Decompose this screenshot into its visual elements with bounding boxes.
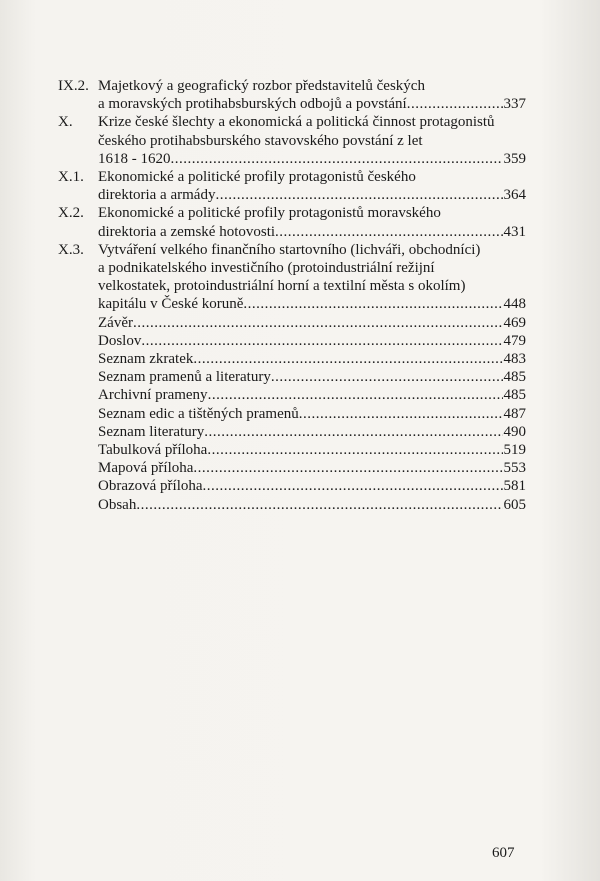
entry-page-number: 448 bbox=[503, 296, 526, 313]
entry-title: Doslov bbox=[98, 332, 142, 349]
section-number bbox=[58, 386, 98, 404]
dot-leader bbox=[193, 350, 502, 368]
entry-body bbox=[98, 77, 526, 113]
entry-title: Archivní prameny bbox=[98, 387, 208, 404]
toc-entry bbox=[58, 496, 526, 514]
dot-leader bbox=[299, 405, 503, 423]
entry-page-number: 605 bbox=[503, 496, 526, 513]
section-number bbox=[58, 314, 98, 332]
entry-last-line bbox=[98, 95, 526, 113]
entry-title-line: Vytváření velkého finančního startovního (lichváři, obchodníci) bbox=[98, 241, 481, 258]
entry-body bbox=[98, 113, 526, 168]
entry-body bbox=[98, 368, 526, 386]
toc-entry bbox=[58, 405, 526, 423]
entry-last-line bbox=[98, 405, 526, 423]
toc-entry bbox=[58, 441, 526, 459]
entry-body bbox=[98, 405, 526, 423]
toc-entry bbox=[58, 423, 526, 441]
entry-last-line bbox=[98, 477, 526, 495]
entry-last-line bbox=[98, 459, 526, 477]
table-of-contents bbox=[58, 77, 526, 514]
entry-page-number: 485 bbox=[503, 387, 526, 404]
entry-title: Seznam edic a tištěných pramenů bbox=[98, 405, 299, 422]
dot-leader bbox=[136, 496, 502, 514]
entry-body bbox=[98, 314, 526, 332]
section-number bbox=[58, 405, 98, 423]
entry-last-line bbox=[98, 496, 526, 514]
entry-title-line: velkostatek, protoindustriální horní a textilní města s okolím) bbox=[98, 278, 466, 295]
entry-body bbox=[98, 441, 526, 459]
entry-page-number: 359 bbox=[503, 150, 526, 167]
dot-leader bbox=[204, 423, 502, 441]
entry-title: Obrazová příloha bbox=[98, 478, 203, 495]
entry-body bbox=[98, 332, 526, 350]
entry-body bbox=[98, 350, 526, 368]
section-number: X.2. bbox=[58, 205, 84, 222]
dot-leader bbox=[215, 186, 502, 204]
toc-entry bbox=[58, 350, 526, 368]
entry-page-number: 337 bbox=[503, 96, 526, 113]
section-number bbox=[58, 350, 98, 368]
entry-title-line: Ekonomické a politické profily protagonistů českého bbox=[98, 169, 416, 186]
entry-page-number: 479 bbox=[503, 332, 526, 349]
entry-last-line bbox=[98, 386, 526, 404]
toc-entry bbox=[58, 241, 526, 314]
section-number bbox=[58, 368, 98, 386]
entry-page-number: 364 bbox=[503, 187, 526, 204]
dot-leader bbox=[208, 386, 503, 404]
toc-entry bbox=[58, 77, 526, 113]
entry-body bbox=[98, 477, 526, 495]
toc-entry bbox=[58, 386, 526, 404]
entry-page-number: 553 bbox=[503, 460, 526, 477]
entry-title: Tabulková příloha bbox=[98, 442, 208, 459]
dot-leader bbox=[271, 368, 503, 386]
entry-title: a moravských protihabsburských odbojů a povstání bbox=[98, 96, 407, 113]
entry-title-line: Krize české šlechty a ekonomická a politická činnost protagonistů bbox=[98, 114, 495, 131]
entry-title-line: českého protihabsburského stavovského povstání z let bbox=[98, 132, 423, 149]
section-number bbox=[58, 332, 98, 350]
entry-page-number: 483 bbox=[503, 351, 526, 368]
toc-entry bbox=[58, 477, 526, 495]
entry-last-line bbox=[98, 150, 526, 168]
entry-title: direktoria a armády bbox=[98, 187, 216, 204]
entry-body bbox=[98, 241, 526, 314]
section-number: X. bbox=[58, 114, 73, 131]
entry-title: kapitálu v České koruně bbox=[98, 296, 244, 313]
dot-leader bbox=[207, 441, 502, 459]
entry-last-line bbox=[98, 314, 526, 332]
section-number: IX.2. bbox=[58, 78, 89, 94]
toc-entry bbox=[58, 314, 526, 332]
entry-page-number: 490 bbox=[503, 423, 526, 440]
section-number bbox=[58, 423, 98, 441]
entry-title: direktoria a zemské hotovosti bbox=[98, 223, 276, 240]
entry-last-line bbox=[98, 186, 526, 204]
toc-entry bbox=[58, 204, 526, 240]
entry-page-number: 485 bbox=[503, 369, 526, 386]
section-number: X.1. bbox=[58, 169, 84, 186]
entry-body bbox=[98, 204, 526, 240]
entry-last-line bbox=[98, 332, 526, 350]
entry-page-number: 431 bbox=[503, 223, 526, 240]
entry-last-line bbox=[98, 441, 526, 459]
entry-last-line bbox=[98, 350, 526, 368]
entry-last-line bbox=[98, 368, 526, 386]
toc-entry bbox=[58, 368, 526, 386]
entry-page-number: 487 bbox=[503, 405, 526, 422]
entry-page-number: 469 bbox=[503, 314, 526, 331]
entry-title: Obsah bbox=[98, 496, 137, 513]
entry-title-line: Majetkový a geografický rozbor představitelů českých bbox=[98, 78, 425, 94]
entry-title-line: Ekonomické a politické profily protagonistů moravského bbox=[98, 205, 441, 222]
section-number bbox=[58, 477, 98, 495]
entry-title: Seznam pramenů a literatury bbox=[98, 369, 271, 386]
entry-title-line: a podnikatelského investičního (protoindustriální režijní bbox=[98, 260, 435, 277]
entry-title: Mapová příloha bbox=[98, 460, 194, 477]
dot-leader bbox=[141, 332, 502, 350]
toc-entry bbox=[58, 459, 526, 477]
section-number bbox=[58, 459, 98, 477]
entry-last-line bbox=[98, 223, 526, 241]
section-number bbox=[58, 496, 98, 514]
toc-entry bbox=[58, 168, 526, 204]
dot-leader bbox=[133, 314, 503, 332]
entry-body bbox=[98, 496, 526, 514]
dot-leader bbox=[243, 295, 502, 313]
dot-leader bbox=[203, 477, 503, 495]
dot-leader bbox=[407, 95, 503, 113]
entry-last-line bbox=[98, 423, 526, 441]
dot-leader bbox=[193, 459, 502, 477]
dot-leader bbox=[275, 223, 502, 241]
entry-last-line bbox=[98, 295, 526, 313]
entry-title: Seznam zkratek bbox=[98, 351, 194, 368]
toc-entry bbox=[58, 332, 526, 350]
entry-body bbox=[98, 423, 526, 441]
toc-entry bbox=[58, 113, 526, 168]
section-number bbox=[58, 441, 98, 459]
entry-body bbox=[98, 168, 526, 204]
dot-leader bbox=[171, 150, 503, 168]
entry-title: Závěr bbox=[98, 314, 133, 331]
section-number: X.3. bbox=[58, 241, 84, 258]
entry-page-number: 581 bbox=[503, 478, 526, 495]
entry-page-number: 519 bbox=[503, 442, 526, 459]
page-number: 607 bbox=[492, 845, 515, 861]
entry-title: 1618 - 1620 bbox=[98, 150, 171, 167]
entry-title: Seznam literatury bbox=[98, 423, 205, 440]
entry-body bbox=[98, 386, 526, 404]
entry-body bbox=[98, 459, 526, 477]
